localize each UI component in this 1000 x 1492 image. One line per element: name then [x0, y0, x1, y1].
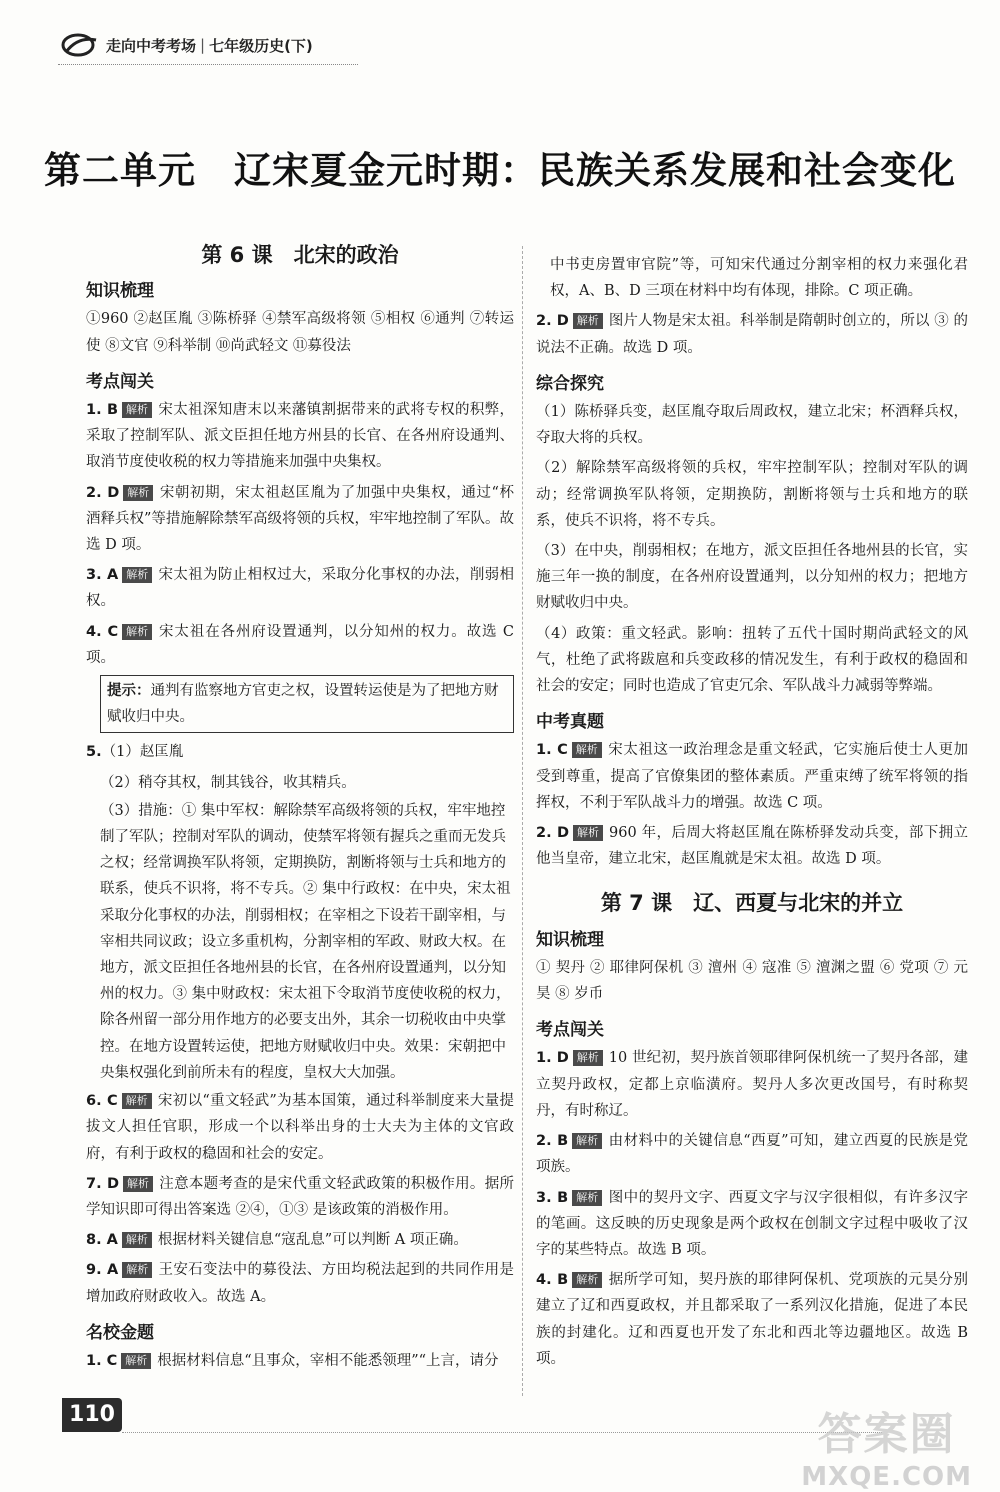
analysis-tag: 解析	[122, 1262, 152, 1278]
answer-number: 4. B	[536, 1272, 569, 1289]
answer-text: 根据材料信息“且事众，宰相不能悉领理”“上言，请分	[157, 1352, 499, 1369]
answer-number: 6. C	[86, 1093, 118, 1110]
section-title: 考点闯关	[86, 371, 154, 392]
column-divider	[522, 246, 523, 1396]
analysis-tag: 解析	[122, 1093, 152, 1109]
analysis-tag: 解析	[123, 485, 153, 501]
analysis-tag: 解析	[572, 1272, 602, 1288]
analysis-tag: 解析	[122, 567, 152, 583]
right-column	[536, 252, 968, 1376]
answer-item	[86, 1171, 514, 1223]
analysis-tag: 解析	[122, 1232, 152, 1248]
unit-title: 第二单元 辽宋夏金元时期：民族关系发展和社会变化	[44, 149, 956, 192]
answer-item	[536, 308, 968, 360]
analysis-tag: 解析	[121, 1353, 151, 1369]
tip-box	[100, 675, 514, 733]
section-title: 考点闯关	[536, 1020, 604, 1041]
tip-label: 提示：	[107, 683, 151, 700]
answer-number: 3. A	[86, 567, 119, 584]
answer-item	[86, 619, 514, 671]
answer-number: 2. D	[536, 825, 570, 842]
book-name: 七年级历史(下)	[209, 36, 313, 55]
section-title: 综合探究	[536, 373, 604, 394]
lesson6-title: 第 6 课 北宋的政治	[201, 243, 399, 267]
analysis-tag: 解析	[122, 402, 152, 418]
watermark-title: 答案圈	[817, 1409, 956, 1460]
answer-number: 1. C	[536, 742, 568, 759]
answer-item	[536, 1045, 968, 1124]
answer-number: 1. B	[86, 402, 119, 419]
answer-item	[536, 1128, 968, 1180]
inquiry-item: （3）在中央，削弱相权；在地方，派文臣担任各地州县的长官，实施三年一换的制度，在各州府设置通判，以分知州的权力；把地方财赋收归中央。	[536, 543, 968, 612]
answer-text: 宋朝初期，宋太祖赵匡胤为了加强中央集权，通过“杯酒释兵权”等措施解除禁军高级将领的兵权，牢牢地控制了军队。故选 D 项。	[86, 484, 514, 554]
answer-text: （1）赵匡胤	[101, 744, 184, 761]
lesson7-title: 第 7 课 辽、西夏与北宋的并立	[600, 891, 904, 916]
inquiry-item: （4）政策：重文轻武。影响：扭转了五代十国时期尚武轻文的风气，杜绝了武将跋扈和兵变政移的情况发生，有利于政权的稳固和社会的安定；同时也造成了官吏冗余、军队战斗力减弱等弊端。	[536, 625, 968, 695]
answer-item	[536, 1267, 968, 1372]
answer-number: 8. A	[86, 1232, 118, 1249]
answer-item	[86, 1348, 514, 1374]
knowledge-list: ① 契丹 ② 耶律阿保机 ③ 澶州 ④ 寇准 ⑤ 澶渊之盟 ⑥ 党项 ⑦ 元昊 ⑧ 岁币	[536, 959, 968, 1003]
answer-text: 960 年，后周大将赵匡胤在陈桥驿发动兵变，部下拥立他当皇帝，建立北宋，赵匡胤就是宋太祖。故选 D 项。	[536, 825, 968, 868]
answer-text: 据所学可知，契丹族的耶律阿保机、党项族的元昊分别建立了辽和西夏政权，并且都采取了一系列汉化措施，促进了本民族的封建化。辽和西夏也开发了东北和西北等边疆地区。故选 B 项。	[536, 1272, 969, 1367]
answer-text: 根据材料关键信息“寇乱息”可以判断 A 项正确。	[157, 1232, 468, 1249]
answer-item	[86, 480, 514, 559]
answer-text: 宋太祖这一政治理念是重文轻武，它实施后使士人更加受到尊重，提高了官僚集团的整体素质。严重束缚了统军将领的指挥权，不利于军队战斗力的增强。故选 C 项。	[536, 742, 968, 811]
answer-number: 3. B	[536, 1189, 569, 1206]
answer-item	[86, 1088, 514, 1167]
answer-text: 宋初以“重文轻武”为基本国策，通过科举制度来大量提拔文人担任官职，形成一个以科举出身的士大夫为主体的文官政府，有利于政权的稳固和社会的安定。	[86, 1093, 514, 1162]
analysis-tag: 解析	[572, 1133, 602, 1149]
watermark-url: MXQE.COM	[801, 1462, 972, 1492]
answer-item	[86, 1257, 514, 1309]
answer-number: 2. B	[536, 1133, 569, 1150]
answer-text: 图片人物是宋太祖。科举制是隋朝时创立的，所以 ③ 的说法不正确。故选 D 项。	[536, 313, 968, 356]
analysis-tag: 解析	[573, 313, 603, 329]
answer-continuation: 中书吏房置审官院”等，可知宋代通过分割宰相的权力来强化君权，A、B、D 三项在材料中均有体现，排除。C 项正确。	[550, 257, 968, 300]
answer-text: 宋太祖深知唐末以来藩镇割据带来的武将专权的积弊，采取了控制军队、派文臣担任地方州县的长官、在各州府设通判、取消节度使收税的权力等措施来加强中央集权。	[86, 402, 514, 471]
book-series-logo-icon	[60, 32, 100, 58]
watermark	[801, 1398, 972, 1492]
answer-number: 1. C	[86, 1352, 118, 1369]
inquiry-item: （2）解除禁军高级将领的兵权，牢牢控制军队；控制对军队的调动；经常调换军队将领，定期换防，割断将领与士兵和地方的联系，使兵不识将，将不专兵。	[536, 460, 968, 529]
analysis-tag: 解析	[573, 825, 603, 841]
answer-text: 由材料中的关键信息“西夏”可知，建立西夏的民族是党项族。	[536, 1133, 969, 1176]
analysis-tag: 解析	[573, 1050, 603, 1066]
section-title: 知识梳理	[536, 929, 604, 950]
header-rule	[58, 64, 358, 65]
analysis-tag: 解析	[123, 1176, 153, 1192]
answer-subitem: （2）稍夺其权，制其钱谷，收其精兵。	[100, 774, 356, 791]
answer-number: 5.	[86, 744, 102, 761]
footer-rule	[122, 1432, 882, 1433]
answer-number: 1. D	[536, 1050, 569, 1067]
knowledge-list: ①960 ②赵匡胤 ③陈桥驿 ④禁军高级将领 ⑤相权 ⑥通判 ⑦转运使 ⑧文官 ⑨科举制 ⑩尚武轻文 ⑪募役法	[86, 311, 514, 354]
series-name: 走向中考考场	[106, 36, 197, 55]
analysis-tag: 解析	[572, 1190, 602, 1206]
answer-number: 4. C	[86, 623, 119, 640]
answer-text: 图中的契丹文字、西夏文字与汉字很相似，有许多汉字的笔画。这反映的历史现象是两个政权在创制文字过程中吸收了汉字的某些特点。故选 B 项。	[536, 1189, 969, 1258]
answer-number: 7. D	[86, 1175, 119, 1192]
answer-number: 2. D	[536, 313, 569, 330]
inquiry-item: （1）陈桥驿兵变，赵匡胤夺取后周政权，建立北宋；杯酒释兵权，夺取大将的兵权。	[536, 404, 968, 447]
answer-item	[536, 737, 968, 816]
answer-item	[86, 739, 514, 765]
analysis-tag: 解析	[122, 624, 152, 640]
answer-number: 2. D	[86, 484, 120, 501]
answer-subitem: （3）措施：① 集中军权：解除禁军高级将领的兵权，牢牢地控制了军队；控制对军队的调动，使禁军将领有握兵之重而无发兵之权；经常调换军队将领，定期换防，割断将领与士兵和地方的联系，使兵不识将，将不专兵。② 集中行政权：在中央，宋太祖采取分化事权的办法，削弱相权；在宰相之下设若干副宰相，与宰相共同议政；设立多重机构，分割宰相的军政、财政大权。在地方，派文臣担任各地州县的长官，在各州府设置通判，以分知州的权力。③ 集中财政权：宋太祖下令取消节度使收税的权力，除各州留一部分用作地方的必要支出外，其余一切税收由中央掌控。在地方设置转运使，把地方财赋收归中央。效果：宋朝把中央集权强化到前所未有的程度，皇权大大加强。	[100, 802, 511, 1081]
answer-text: 王安石变法中的募役法、方田均税法起到的共同作用是增加政府财政收入。故选 A。	[86, 1262, 515, 1305]
analysis-tag: 解析	[572, 742, 602, 758]
section-title: 名校金题	[86, 1322, 154, 1343]
left-column	[86, 240, 514, 1378]
page-number: 110	[62, 1398, 122, 1432]
answer-text: 注意本题考查的是宋代重文轻武政策的积极作用。据所学知识即可得出答案选 ②④，①③ 是该政策的消极作用。	[86, 1175, 515, 1218]
running-header	[60, 30, 313, 60]
answer-item	[536, 820, 968, 872]
answer-number: 9. A	[86, 1262, 119, 1279]
answer-text: 10 世纪初，契丹族首领耶律阿保机统一了契丹各部，建立契丹政权，定都上京临潢府。契丹人多次更改国号，有时称契丹，有时称辽。	[536, 1050, 968, 1119]
answer-item	[536, 1185, 968, 1264]
answer-item	[86, 1227, 514, 1253]
section-title: 中考真题	[536, 712, 604, 733]
answer-text: 宋太祖为防止相权过大，采取分化事权的办法，削弱相权。	[86, 567, 515, 610]
header-separator: |	[200, 36, 206, 54]
tip-text: 通判有监察地方官吏之权，设置转运使是为了把地方财赋收归中央。	[107, 683, 499, 726]
section-title: 知识梳理	[86, 281, 154, 302]
answer-item	[86, 397, 514, 476]
answer-item	[86, 562, 514, 614]
answer-text: 宋太祖在各州府设置通判，以分知州的权力。故选 C 项。	[86, 623, 514, 666]
